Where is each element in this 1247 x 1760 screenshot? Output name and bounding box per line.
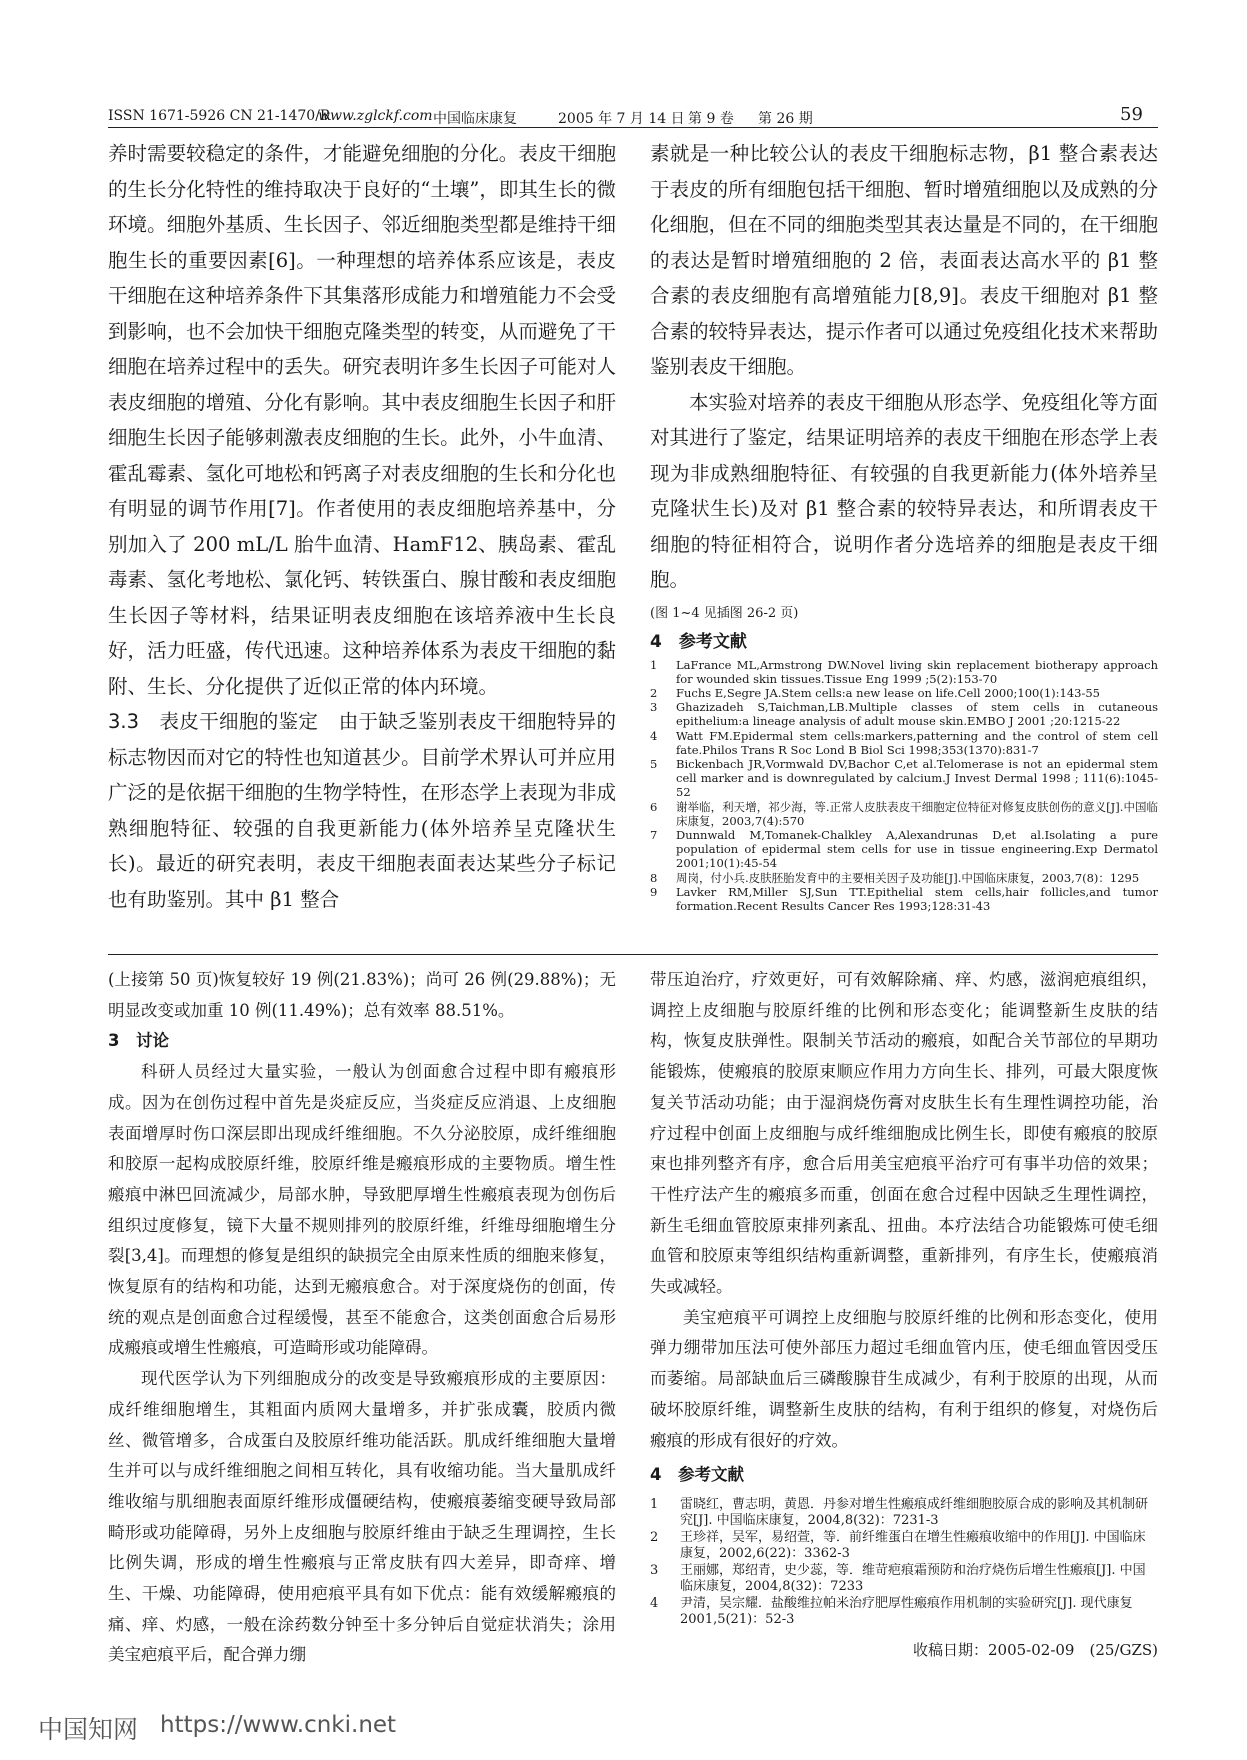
reference-number: 8: [650, 870, 658, 885]
reference-text: Watt FM.Epidermal stem cells:markers,patterning and the control of stem cell fate.Philos Trans R Soc Lond B Biol Sci 1998;353(1370):831-7: [676, 728, 1158, 757]
paragraph: 带压迫治疗，疗效更好，可有效解除痛、痒、灼感，滋润疤痕组织，调控上皮细胞与胶原纤维的比例和形态变化；能调整新生皮肤的结构，恢复皮肤弹性。限制关节活动的瘢痕，如配合关节部位的早期功能锻炼，使瘢痕的胶原束顺应作用力方向生长、排列，可最大限度恢复关节活动功能；由于湿润烧伤膏对皮肤生长有生理性调控功能，治疗过程中创面上皮细胞与成纤维细胞成比例生长，即使有瘢痕的胶原束也排列整齐有序，愈合后用美宝疤痕平治疗可有事半功倍的效果；干性疗法产生的瘢痕多而重，创面在愈合过程中因缺乏生理性调控，新生毛细血管胶原束排列紊乱、扭曲。本疗法结合功能锻炼可使毛细血管和胶原束等组织结构重新调整，重新排列，有序生长，使瘢痕消失或减轻。: [650, 970, 1158, 1297]
reference-item: [650, 1563, 1158, 1596]
section-divider: [108, 954, 1158, 955]
bottom-right-column: [650, 965, 1158, 1660]
top-left-column: [108, 136, 616, 917]
reference-text: Fuchs E,Segre JA.Stem cells:a new lease on life.Cell 2000;100(1):143-55: [676, 685, 1100, 700]
reference-number: 1: [650, 1496, 659, 1512]
paragraph: 由于缺乏鉴别表皮干细胞特异的标志物因而对它的特性也知道甚少。目前学术界认可并应用广泛的是依据干细胞的生物学特性，在形态学上表现为非成熟细胞特征、较强的自我更新能力(体外培养呈克隆状生长)。最近的研究表明，表皮干细胞表面表达某些分子标记也有助鉴别。其中 β1 整合: [108, 710, 616, 911]
issn-text: ISSN 1671-5926 CN 21-1470/R: [108, 108, 331, 124]
reference-item: [650, 885, 1158, 913]
header-rule: [108, 127, 1158, 128]
journal-name: 中国临床康复: [433, 111, 517, 127]
paragraph: 本实验对培养的表皮干细胞从形态学、免疫组化等方面对其进行了鉴定，结果证明培养的表皮干细胞在形态学上表现为非成熟细胞特征、有较强的自我更新能力(体外培养呈克隆状生长)及对 β1 整合素的较特异表达，和所谓表皮干细胞的特征相符合，说明作者分选培养的细胞是表皮干细胞。: [650, 390, 1158, 591]
figure-note: (图 1~4 见插图 26-2 页): [650, 605, 799, 621]
reference-list: [650, 1497, 1158, 1629]
reference-number: 3: [650, 700, 658, 715]
paragraph: 现代医学认为下列细胞成分的改变是导致瘢痕形成的主要原因：成纤维细胞增生，其粗面内质网大量增多，并扩张成囊，胶质内微丝、微管增多，合成蛋白及胶原纤维功能活跃。肌成纤维细胞大量增生并可以与成纤维细胞之间相互转化，具有收缩功能。当大量肌成纤维收缩与肌细胞表面原纤维形成僵硬结构，使瘢痕萎缩变硬导致局部畸形或功能障碍，另外上皮细胞与胶原纤维由于缺乏生理调控，生长比例失调，形成的增生性瘢痕与正常皮肤有四大差异，即奇痒、增生、干燥、功能障碍，使用疤痕平具有如下优点：能有效缓解瘢痕的痛、痒、灼感，一般在涂药数分钟至十多分钟后自觉症状消失；涂用美宝疤痕平后，配合弹力绷: [108, 1369, 616, 1665]
reference-item: [650, 871, 1158, 885]
reference-item: [650, 729, 1158, 757]
reference-text: Bickenbach JR,Vormwald DV,Bachor C,et al.Telomerase is not an epidermal stem cell marker and is downregulated by calcium.J Invest Dermal 1998 ; 111(6):1045-52: [676, 756, 1158, 800]
reference-item: [650, 686, 1158, 700]
discussion-heading: 3 讨论: [108, 1031, 169, 1051]
journal-url: www.zglckf.com: [318, 108, 433, 124]
reference-number: 3: [650, 1562, 659, 1578]
reference-text: 王丽娜，郑绍青，史少蕊，等．维苛疤痕霜预防和治疗烧伤后增生性瘢痕[J]. 中国临床康复，2004,8(32)：7233: [680, 1562, 1146, 1595]
reference-text: 周岗，付小兵.皮肤胚胎发育中的主要相关因子及功能[J].中国临床康复，2003,7(8)：1295: [676, 870, 1140, 885]
running-header: [108, 104, 1158, 134]
received-date: 收稿日期：2005-02-09 (25/GZS): [912, 1640, 1158, 1659]
reference-item: [650, 1530, 1158, 1563]
reference-text: 尹清，吴宗耀．盐酸维拉帕米治疗肥厚性瘢痕作用机制的实验研究[J]. 现代康复 2001,5(21)：52-3: [680, 1595, 1133, 1628]
reference-text: 王珍祥，吴军，易绍萱，等．前纤维蛋白在增生性瘢痕收缩中的作用[J]. 中国临床康复，2002,6(22)：3362-3: [680, 1529, 1146, 1562]
reference-text: 雷晓红，曹志明，黄恩．丹参对增生性瘢痕成纤维细胞胶原合成的影响及其机制研究[J]. 中国临床康复，2004,8(32)：7231-3: [680, 1496, 1149, 1529]
references-heading: 4 参考文献: [650, 1465, 744, 1485]
section-number: 3.3: [108, 710, 140, 733]
reference-number: 4: [650, 1595, 659, 1611]
issue-date: 2005 年 7 月 14 日: [558, 111, 685, 127]
volume: 第 9 卷: [688, 111, 734, 127]
reference-number: 2: [650, 1529, 659, 1545]
reference-text: Lavker RM,Miller SJ,Sun TT.Epithelial stem cells,hair follicles,and tumor formation.Recent Results Cancer Res 1993;128:31-43: [676, 884, 1158, 913]
reference-number: 6: [650, 799, 658, 814]
top-right-column: [650, 136, 1158, 913]
page-number: 59: [1120, 104, 1143, 125]
reference-text: Dunnwald M,Tomanek-Chalkley A,Alexandrunas D,et al.Isolating a pure population of epidermal stem cells for use in tissue engineering.Exp Dermatol 2001;10(1):45-54: [676, 827, 1158, 871]
references-heading: 4 参考文献: [650, 631, 747, 652]
reference-item: [650, 800, 1158, 828]
reference-list: [650, 658, 1158, 914]
reference-number: 5: [650, 756, 658, 771]
cnki-logo: 中国知网: [38, 1715, 139, 1744]
section-title: 表皮干细胞的鉴定: [159, 710, 319, 733]
issue: 第 26 期: [758, 111, 813, 127]
reference-number: 7: [650, 827, 658, 842]
reference-item: [650, 658, 1158, 686]
reference-item: [650, 700, 1158, 728]
reference-number: 4: [650, 728, 658, 743]
bottom-left-column: [108, 965, 616, 1671]
reference-number: 9: [650, 884, 658, 899]
cnki-url[interactable]: https://www.cnki.net: [160, 1712, 397, 1738]
reference-item: [650, 1596, 1158, 1629]
paragraph: 养时需要较稳定的条件，才能避免细胞的分化。表皮干细胞的生长分化特性的维持取决于良好的“土壤”，即其生长的微环境。细胞外基质、生长因子、邻近细胞类型都是维持干细胞生长的重要因素[6]。一种理想的培养体系应该是，表皮干细胞在这种培养条件下其集落形成能力和增殖能力不会受到影响，也不会加快干细胞克隆类型的转变，从而避免了干细胞在培养过程中的丢失。研究表明许多生长因子可能对人表皮细胞的增殖、分化有影响。其中表皮细胞生长因子和肝细胞生长因子能够刺激表皮细胞的生长。此外，小牛血清、霍乱霉素、氢化可地松和钙离子对表皮细胞的生长和分化也有明显的调节作用[7]。作者使用的表皮细胞培养基中，分别加入了 200 mL/L 胎牛血清、HamF12、胰岛素、霍乱毒素、氢化考地松、氯化钙、转铁蛋白、腺甘酸和表皮细胞生长因子等材料，结果证明表皮细胞在该培养液中生长良好，活力旺盛，传代迅速。这种培养体系为表皮干细胞的黏附、生长、分化提供了近似正常的体内环境。: [108, 142, 616, 698]
paragraph: 科研人员经过大量实验，一般认为创面愈合过程中即有瘢痕形成。因为在创伤过程中首先是炎症反应，当炎症反应消退、上皮细胞表面增厚时伤口深层即出现成纤维细胞。不久分泌胶原，成纤维细胞和胶原一起构成胶原纤维，胶原纤维是瘢痕形成的主要物质。增生性瘢痕中淋巴回流减少，局部水肿，导致肥厚增生性瘢痕表现为创伤后组织过度修复，镜下大量不规则排列的胶原纤维，纤维母细胞增生分裂[3,4]。而理想的修复是组织的缺损完全由原来性质的细胞来修复，恢复原有的结构和功能，达到无瘢痕愈合。对于深度烧伤的创面，传统的观点是创面愈合过程缓慢，甚至不能愈合，这类创面愈合后易形成瘢痕或增生性瘢痕，可造畸形或功能障碍。: [108, 1062, 616, 1358]
reference-item: [650, 828, 1158, 871]
reference-item: [650, 757, 1158, 800]
paragraph: (上接第 50 页)恢复较好 19 例(21.83%)；尚可 26 例(29.88%)；无明显改变或加重 10 例(11.49%)；总有效率 88.51%。: [108, 970, 616, 1020]
paragraph: 美宝疤痕平可调控上皮细胞与胶原纤维的比例和形态变化，使用弹力绷带加压法可使外部压力超过毛细血管内压，使毛细血管因受压而萎缩。局部缺血后三磷酸腺苷生成减少，有利于胶原的出现，从而破坏胶原纤维，调整新生皮肤的结构，有利于组织的修复，对烧伤后瘢痕的形成有很好的疗效。: [650, 1307, 1158, 1450]
reference-text: 谢举临，利天增，祁少海，等.正常人皮肤表皮干细胞定位特征对修复皮肤创伤的意义[J].中国临床康复，2003,7(4):570: [676, 799, 1158, 828]
paragraph: 素就是一种比较公认的表皮干细胞标志物，β1 整合素表达于表皮的所有细胞包括干细胞、暂时增殖细胞以及成熟的分化细胞，但在不同的细胞类型其表达量是不同的，在干细胞的表达是暂时增殖细胞的 2 倍，表面表达高水平的 β1 整合素的表皮细胞有高增殖能力[8,9]。表皮干细胞对 β1 整合素的较特异表达，提示作者可以通过免疫组化技术来帮助鉴别表皮干细胞。: [650, 142, 1158, 378]
reference-text: Ghazizadeh S,Taichman,LB.Multiple classes of stem cells in cutaneous epithelium:a lineage analysis of adult mouse skin.EMBO J 2001 ;20:1215-22: [676, 700, 1158, 729]
reference-number: 1: [650, 657, 658, 672]
reference-item: [650, 1497, 1158, 1530]
reference-number: 2: [650, 685, 658, 700]
section-3-3: [108, 704, 616, 917]
reference-text: LaFrance ML,Armstrong DW.Novel living skin replacement biotherapy approach for wounded skin tissues.Tissue Eng 1999 ;5(2):153-70: [676, 657, 1158, 686]
